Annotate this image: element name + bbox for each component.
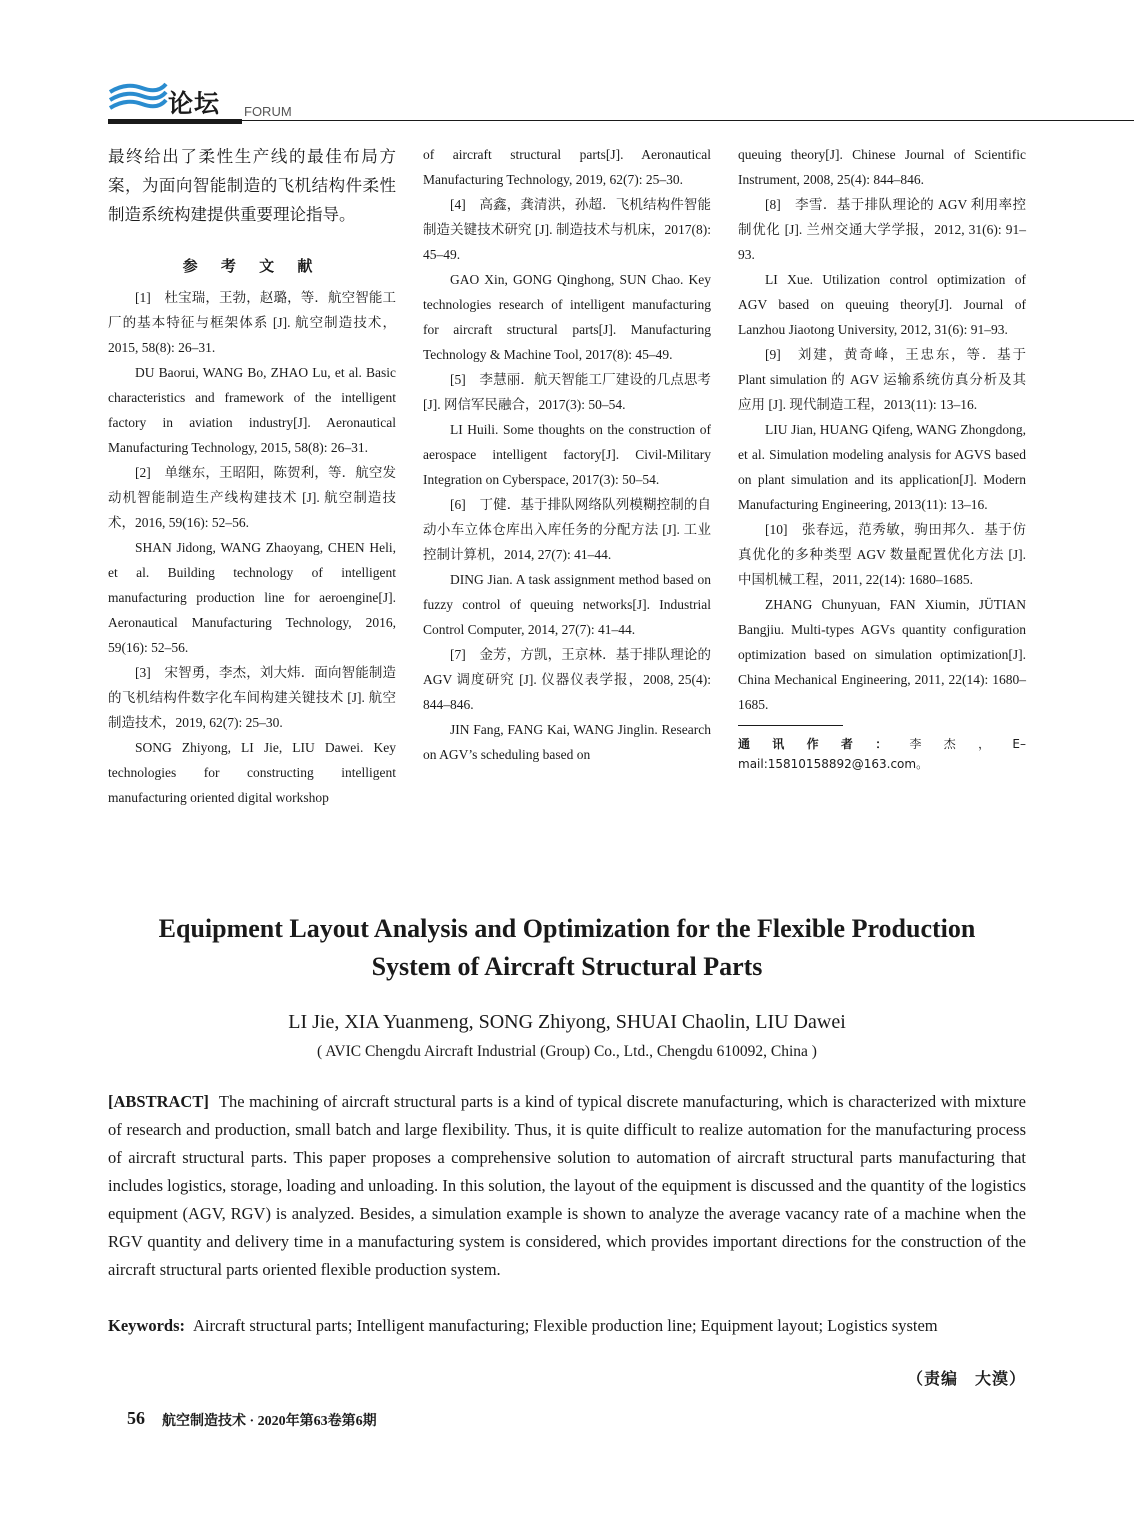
section-title-en: FORUM <box>244 104 292 119</box>
reference-entry: [4] 高鑫，龚清洪，孙超．飞机结构件智能制造关键技术研究 [J]. 制造技术与机床，2017(8): 45–49. <box>423 197 711 262</box>
page-number: 56 <box>127 1408 145 1428</box>
paper-title <box>108 910 1026 986</box>
reference-entry: LI Xue. Utilization control optimization of AGV based on queuing theory[J]. Journal of Lanzhou Jiaotong University, 2012, 31(6): 91–93. <box>738 272 1026 337</box>
footnote-rule <box>738 725 843 726</box>
section-title-cn: 论坛 <box>168 91 221 118</box>
note-label: 通讯作者： <box>738 737 910 751</box>
reference-entry: of aircraft structural parts[J]. Aeronautical Manufacturing Technology, 2019, 62(7): 25–30. <box>423 147 711 187</box>
abstract <box>108 1088 1026 1284</box>
reference-entry: DU Baorui, WANG Bo, ZHAO Lu, et al. Basic characteristics and framework of the intelligent factory in aviation industry[J]. Aeronautical Manufacturing Technology, 2015, 58(8): 26–31. <box>108 365 396 455</box>
abstract-label: [ABSTRACT] <box>108 1092 209 1111</box>
references-heading: 参 考 文 献 <box>182 257 322 275</box>
reference-entry: LIU Jian, HUANG Qifeng, WANG Zhongdong, et al. Simulation modeling analysis for AGVS based on plant simulation and its application[J]. Modern Manufacturing Engineering, 2013(11): 13–16. <box>738 422 1026 512</box>
reference-entry: SONG Zhiyong, LI Jie, LIU Dawei. Key technologies for constructing intelligent manufacturing oriented digital workshop <box>108 740 396 805</box>
keywords-text: Aircraft structural parts; Intelligent manufacturing; Flexible production line; Equipment layout; Logistics system <box>193 1316 938 1335</box>
paper-affiliation: ( AVIC Chengdu Aircraft Industrial (Group) Co., Ltd., Chengdu 610092, China ) <box>317 1043 817 1060</box>
keywords <box>108 1312 1026 1340</box>
corresponding-author-note <box>738 734 1026 774</box>
reference-entry: [2] 单继东，王昭阳，陈贺利，等．航空发动机智能制造生产线构建技术 [J]. 航空制造技术，2016, 59(16): 52–56. <box>108 465 396 530</box>
reference-entry: JIN Fang, FANG Kai, WANG Jinglin. Research on AGV’s scheduling based on <box>423 722 711 762</box>
reference-entry: queuing theory[J]. Chinese Journal of Scientific Instrument, 2008, 25(4): 844–846. <box>738 147 1026 187</box>
conclusion-paragraph: 最终给出了柔性生产线的最佳布局方案，为面向智能制造的飞机结构件柔性制造系统构建提供重要理论指导。 <box>108 147 396 224</box>
column-1 <box>108 142 396 810</box>
reference-entry: LI Huili. Some thoughts on the construction of aerospace intelligent factory[J]. Civil-Military Integration on Cyberspace, 2017(3): 50–54. <box>423 422 711 487</box>
reference-entry: ZHANG Chunyuan, FAN Xiumin, JÜTIAN Bangjiu. Multi-types AGVs quantity configuration optimization based on simulation optimization[J]. China Mechanical Engineering, 2011, 22(14): 1680–1685. <box>738 597 1026 712</box>
reference-entry: [7] 金芳，方凯，王京林．基于排队理论的 AGV 调度研究 [J]. 仪器仪表学报，2008, 25(4): 844–846. <box>423 647 711 712</box>
column-2 <box>423 142 711 767</box>
reference-entry: [5] 李慧丽．航天智能工厂建设的几点思考 [J]. 网信军民融合，2017(3): 50–54. <box>423 372 711 412</box>
reference-entry: [9] 刘建，黄奇峰，王忠东，等．基于 Plant simulation 的 AGV 运输系统仿真分析及其应用 [J]. 现代制造工程，2013(11): 13–16. <box>738 347 1026 412</box>
reference-entry: [8] 李雪．基于排队理论的 AGV 利用率控制优化 [J]. 兰州交通大学学报，2012, 31(6): 91–93. <box>738 197 1026 262</box>
reference-entry: DING Jian. A task assignment method based on fuzzy control of queuing networks[J]. Industrial Control Computer, 2014, 27(7): 41–44. <box>423 572 711 637</box>
column-3 <box>738 142 1026 774</box>
editor-note: （责编 大漠） <box>906 1371 1026 1388</box>
journal-info: 航空制造技术 · 2020年第63卷第6期 <box>162 1414 377 1429</box>
header-rule-thin <box>242 120 1134 121</box>
abstract-text: The machining of aircraft structural parts is a kind of typical discrete manufacturing, which is characterized with mixture of research and production, small batch and large flexibility. Thus, it is quite difficult to realize automation for the manufacturing process of aircraft structural parts. This paper proposes a comprehensive solution to automation of aircraft structural parts manufacturing that includes logistics, storage, loading and unloading. In this solution, the layout of the equipment is discussed and the quantity of the logistics equipment (AGV, RGV) is analyzed. Besides, a simulation example is shown to analyze the average vacancy rate of a machine when the RGV quantity and delivery time in a manufacturing system is considered, which provides important directions for the construction of the aircraft structural parts oriented flexible production system. <box>108 1092 1026 1279</box>
reference-entry: GAO Xin, GONG Qinghong, SUN Chao. Key technologies research of intelligent manufacturing for aircraft structural parts[J]. Manufacturing Technology & Machine Tool, 2017(8): 45–49. <box>423 272 711 362</box>
reference-entry: [1] 杜宝瑞，王勃，赵璐，等．航空智能工厂的基本特征与框架体系 [J]. 航空制造技术，2015, 58(8): 26–31. <box>108 290 396 355</box>
paper-authors: LI Jie, XIA Yuanmeng, SONG Zhiyong, SHUAI Chaolin, LIU Dawei <box>288 1011 846 1033</box>
reference-entry: [10] 张春远，范秀敏，驹田邦久．基于仿真优化的多种类型 AGV 数量配置优化方法 [J]. 中国机械工程，2011, 22(14): 1680–1685. <box>738 522 1026 587</box>
paper-title-line2: System of Aircraft Structural Parts <box>371 952 763 981</box>
note-text: 李杰，E–mail:15810158892@163.com。 <box>738 737 1026 771</box>
reference-entry: [3] 宋智勇，李杰，刘大炜．面向智能制造的飞机结构件数字化车间构建关键技术 [J]. 航空制造技术，2019, 62(7): 25–30. <box>108 665 396 730</box>
paper-title-line1: Equipment Layout Analysis and Optimization for the Flexible Production <box>158 914 976 943</box>
reference-entry: [6] 丁健．基于排队网络队列模糊控制的自动小车立体仓库出入库任务的分配方法 [J]. 工业控制计算机，2014, 27(7): 41–44. <box>423 497 711 562</box>
header-rule-thick <box>108 119 242 124</box>
reference-entry: SHAN Jidong, WANG Zhaoyang, CHEN Heli, et al. Building technology of intelligent manufacturing production line for aeroengine[J]. Aeronautical Manufacturing Technology, 2016, 59(16): 52–56. <box>108 540 396 655</box>
forum-logo-icon <box>108 78 168 118</box>
keywords-label: Keywords: <box>108 1316 185 1335</box>
